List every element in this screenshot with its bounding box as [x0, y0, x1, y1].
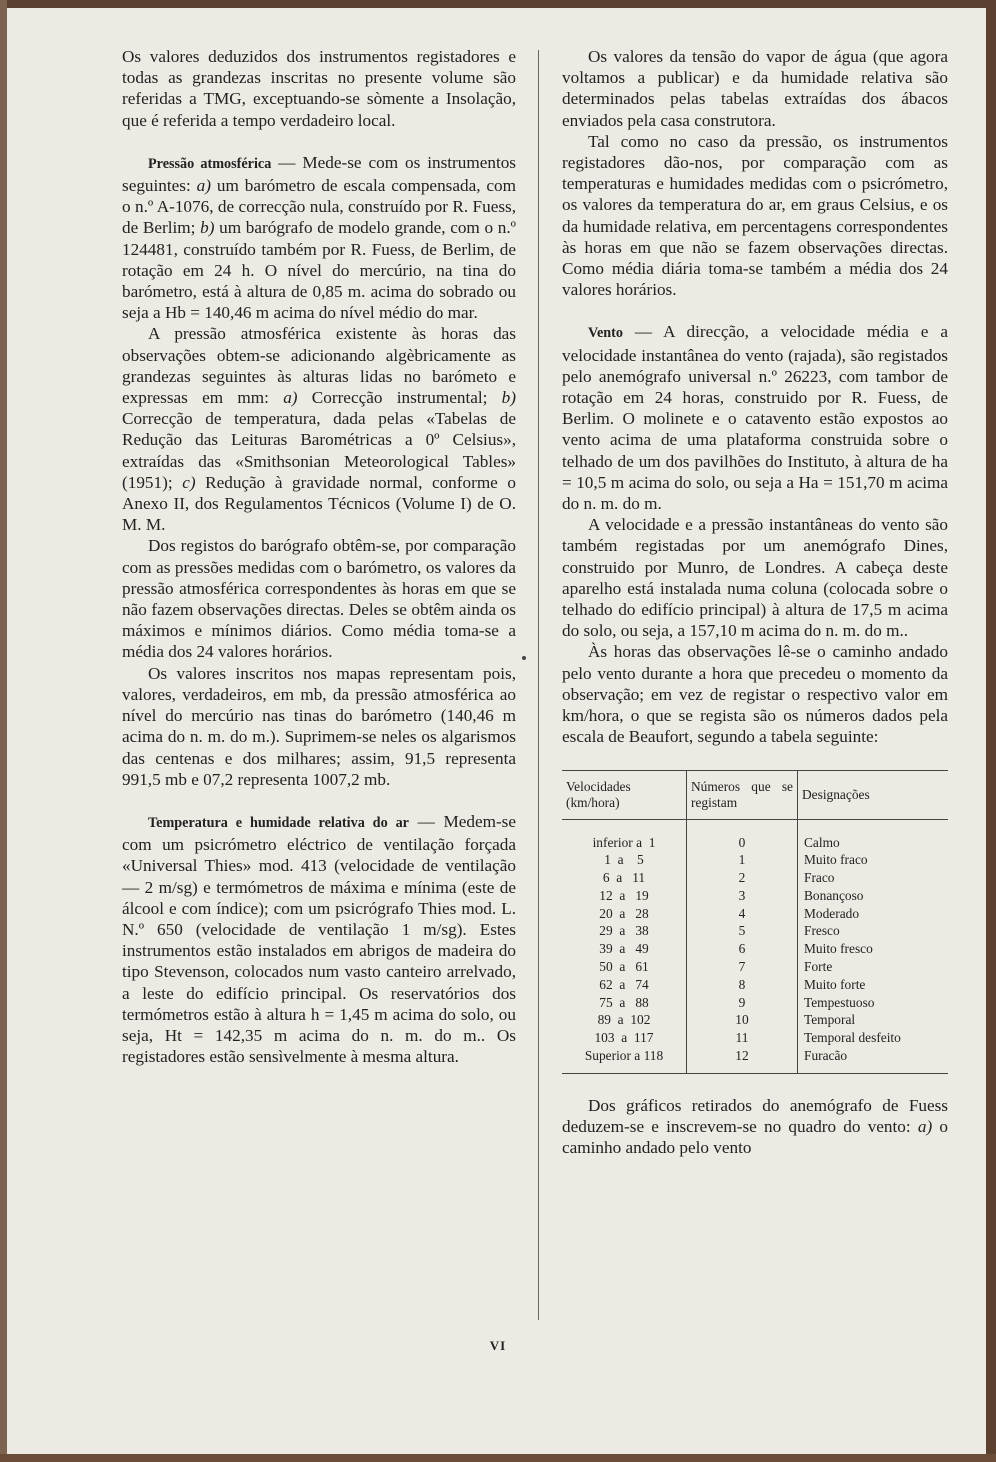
beaufort-table-wrapper: [562, 770, 948, 1074]
beaufort-number-cell: 0: [687, 834, 798, 852]
designation-cell: Temporal: [798, 1011, 949, 1029]
designation-cell: Moderado: [798, 905, 949, 923]
beaufort-number-cell: 6: [687, 940, 798, 958]
velocity-cell: 6 a 11: [602, 870, 646, 886]
table-row: [562, 851, 948, 869]
table-row: [562, 905, 948, 923]
pressure-heading: Pressão atmosférica: [148, 155, 272, 172]
velocity-cell: 1 a 5: [604, 852, 644, 868]
barograph-paragraph: Dos registos do barógrafo obtêm-se, por comparação com as pressões medidas com o barómetro, os valores da pressão atmosférica correspondentes às horas em que se não fazem observações directas. Deles se obtêm ainda os máximos e mínimos diários. Como média toma-se a média dos 24 valores horários.: [122, 536, 516, 662]
temperature-heading: Temperatura e humidade relativa do ar: [148, 814, 409, 831]
designation-cell: Muito fresco: [798, 940, 949, 958]
header-designacoes: Designações: [798, 770, 949, 819]
table-spacer-row: [562, 819, 948, 834]
designation-cell: Fresco: [798, 922, 949, 940]
beaufort-number-cell: 10: [687, 1011, 798, 1029]
velocity-cell: inferior a 1: [592, 834, 656, 850]
pressure-correction-paragraph: A pressão atmosférica existente às horas das observações obtem-se adicionando algèbricamente as grandezas seguintes às alturas lidas no barómeto e expressas em mm: a) Correcção instrumental; b) Correcção de temperatura, dada pelas «Tabelas de Redução das Leituras Barométricas a 0º Celsius», extraídas das «Smithsonian Meteorological Tables» (1951); c) Redução à gravidade normal, conforme o Anexo II, dos Regulamentos Técnicos (Volume I) de O. M. M.: [122, 324, 516, 535]
beaufort-table: [562, 770, 948, 1074]
temperature-paragraph: Temperatura e humidade relativa do ar — Medem-se com um psicrómetro eléctrico de ventilação forçada «Universal Thies» mod. 413 (velocidade de ventilação — 2 m/sg) e termómetros de máxima e mínima (este de álcool e com índice); com um psicrógrafo Thies mod. L. N.º 650 (velocidade de ventilação 1 m/sg). Estes instrumentos estão instalados em abrigos de madeira do tipo Stevenson, colocados num vasto canteiro arrelvado, a leste do edifício principal. Os reservatórios dos termómetros estão à altura h = 1,45 m acima do solo, ou seja, Ht = 142,35 m acima do n. m. do m.. Os registadores estão sensìvelmente à mesma altura.: [122, 811, 516, 1067]
beaufort-intro-paragraph: Às horas das observações lê-se o caminho andado pelo vento durante a hora que precedeu o momento da observação; em vez de registar o respectivo valor em km/hora, o que se regista são os números dados pela escala de Beaufort, segundo a tabela seguinte:: [562, 642, 948, 747]
designation-cell: Bonançoso: [798, 887, 949, 905]
velocity-cell: 103 a 117: [594, 1030, 654, 1046]
pressure-paragraph: Pressão atmosférica — Mede-se com os instrumentos seguintes: a) um barómetro de escala compensada, com o n.º A-1076, de correcção nula, construído por R. Fuess, de Berlim; b) um barógrafo de modelo grande, com o n.º 124481, construído também por R. Fuess, de Berlim, de rotação em 24 h. O nível do mercúrio, na tina do barómetro, está à altura de 0,85 m. acima do sobrado ou seja a Hb = 140,46 m acima do nível médio do mar.: [122, 152, 516, 323]
scan-edge-right: [986, 0, 996, 1462]
left-column: [122, 46, 516, 1067]
designation-cell: Tempestuoso: [798, 994, 949, 1012]
table-row: [562, 940, 948, 958]
scan-edge-top: [0, 0, 996, 8]
velocity-cell: 75 a 88: [599, 994, 649, 1010]
table-row: [562, 834, 948, 852]
table-row: [562, 994, 948, 1012]
beaufort-number-cell: 11: [687, 1029, 798, 1047]
velocity-cell: 50 a 61: [599, 959, 649, 975]
wind-heading: Vento: [588, 325, 623, 342]
table-row: [562, 1047, 948, 1073]
vapour-paragraph: Os valores da tensão do vapor de água (que agora voltamos a publicar) e da humidade relativa são determinados pelas tabelas extraídas dos ábacos enviados pela casa construtora.: [562, 47, 948, 130]
beaufort-number-cell: 2: [687, 869, 798, 887]
table-row: [562, 1011, 948, 1029]
humidity-paragraph: Tal como no caso da pressão, os instrumentos registadores dão-nos, por comparação com as temperaturas e humidades medidas com o psicrómetro, os valores da temperatura do ar, em graus Celsius, e os da humidade relativa, em percentagens correspondentes às horas em que não se fazem observações directas. Como média diária toma-se também a média dos 24 valores horários.: [562, 131, 948, 300]
beaufort-number-cell: 5: [687, 922, 798, 940]
beaufort-number-cell: 4: [687, 905, 798, 923]
header-velocidades: Velocidades (km/hora): [562, 770, 687, 819]
velocity-cell: 20 a 28: [599, 905, 649, 921]
table-row: [562, 976, 948, 994]
designation-cell: Muito forte: [798, 976, 949, 994]
table-row: [562, 869, 948, 887]
right-column: [562, 46, 948, 1158]
table-row: [562, 922, 948, 940]
scan-edge-left: [0, 0, 7, 1462]
table-row: [562, 958, 948, 976]
designation-cell: Temporal desfeito: [798, 1029, 949, 1047]
table-header-row: [562, 770, 948, 819]
beaufort-table-body: [562, 819, 948, 1073]
designation-cell: Muito fraco: [798, 851, 949, 869]
velocity-cell: 89 a 102: [597, 1012, 651, 1028]
scan-edge-bottom: [0, 1454, 996, 1462]
designation-cell: Calmo: [798, 834, 949, 852]
table-row: [562, 887, 948, 905]
intro-paragraph: Os valores deduzidos dos instrumentos registadores e todas as grandezas inscritas no presente volume são referidas a TMG, exceptuando-se sòmente a Insolação, que é referida a tempo verdadeiro local.: [122, 47, 516, 130]
velocity-cell: 12 a 19: [599, 887, 649, 903]
table-row: [562, 1029, 948, 1047]
velocity-cell: 29 a 38: [599, 923, 649, 939]
page-number: VI: [489, 1338, 507, 1353]
anemograph-paragraph: Dos gráficos retirados do anemógrafo de Fuess deduzem-se e inscrevem-se no quadro do vento: a) o caminho andado pelo vento: [562, 1095, 948, 1158]
velocity-cell: 62 a 74: [599, 976, 649, 992]
dines-paragraph: A velocidade e a pressão instantâneas do vento são também registadas por um anemógrafo Dines, construido por Munro, de Londres. A cabeça deste aparelho está instalada numa coluna (colocada sobre o telhado do edifício principal) à altura de 17,5 m acima do solo, ou seja, a 157,10 m acima do n. m. do m..: [562, 515, 948, 641]
beaufort-number-cell: 1: [687, 851, 798, 869]
designation-cell: Furacão: [798, 1047, 949, 1073]
designation-cell: Forte: [798, 958, 949, 976]
velocity-cell: 39 a 49: [599, 941, 649, 957]
velocity-cell: Superior a 118: [562, 1047, 687, 1073]
beaufort-number-cell: 7: [687, 958, 798, 976]
beaufort-number-cell: 9: [687, 994, 798, 1012]
wind-paragraph: Vento — A direcção, a velocidade média e a velocidade instantânea do vento (rajada), são registados pelo anemógrafo universal n.º 26223, com tambor de rotação em 24 horas, construido por R. Fuess, de Berlim. O molinete e o catavento estão expostos ao vento acima de uma plataforma construida sobre o telhado de um dos pavilhões do Instituto, à altura de ha = 10,5 m acima do solo, ou seja a Ha = 151,70 m acima do n. m. do m.: [562, 322, 948, 514]
beaufort-number-cell: 8: [687, 976, 798, 994]
column-divider: [538, 50, 539, 1320]
margin-dot: [522, 656, 526, 660]
header-numeros: Números que se registam: [687, 770, 798, 819]
beaufort-number-cell: 3: [687, 887, 798, 905]
beaufort-number-cell: 12: [687, 1047, 798, 1073]
map-values-paragraph: Os valores inscritos nos mapas representam pois, valores, verdadeiros, em mb, da pressão atmosférica ao nível do mercúrio nas tinas do barómetro (140,46 m acima do n. m. do m.). Suprimem-se neles os algarismos das centenas e dos milhares; assim, 91,5 representa 991,5 mb e 07,2 representa 1007,2 mb.: [122, 663, 516, 789]
designation-cell: Fraco: [798, 869, 949, 887]
